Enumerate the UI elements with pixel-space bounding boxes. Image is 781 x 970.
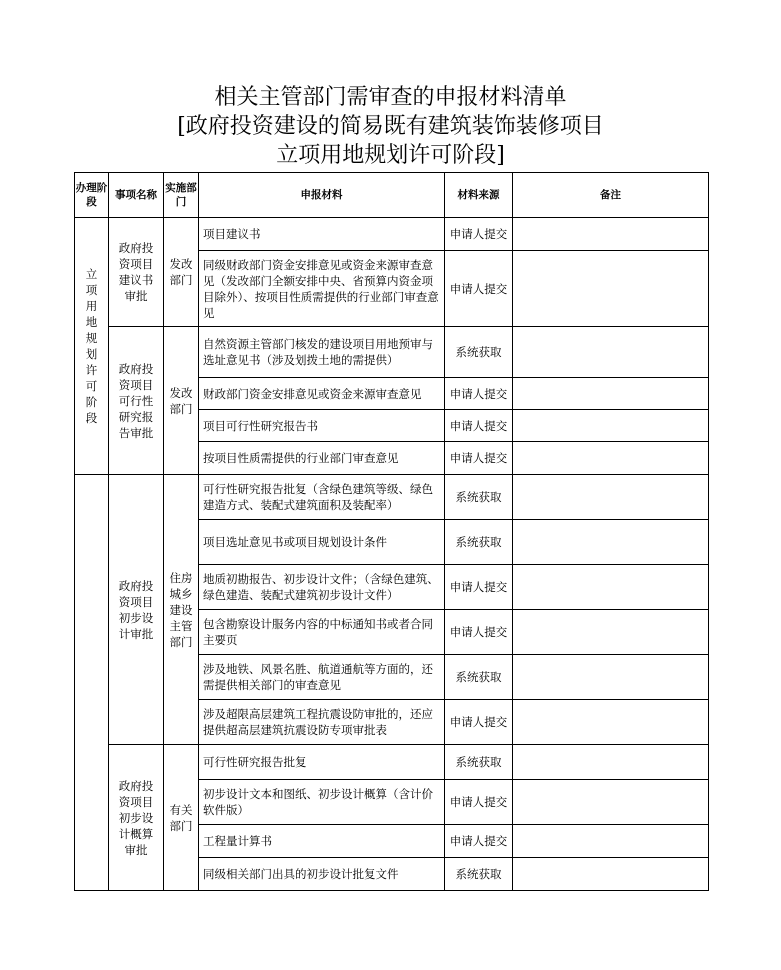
note-cell: [513, 700, 709, 745]
material-cell: 初步设计文本和图纸、初步设计概算（含计价软件版）: [199, 780, 445, 825]
source-cell: 申请人提交: [445, 410, 513, 442]
material-cell: 项目建议书: [199, 218, 445, 251]
dept-cell: 有关部门: [164, 745, 199, 891]
table-row: [75, 475, 709, 520]
source-cell: 系统获取: [445, 858, 513, 891]
header-stage: 办理阶段: [75, 173, 109, 218]
note-cell: [513, 378, 709, 410]
item-cell: 政府投资项目初步设计概算审批: [109, 745, 164, 891]
source-cell: 申请人提交: [445, 700, 513, 745]
source-cell: 系统获取: [445, 520, 513, 565]
note-cell: [513, 655, 709, 700]
note-cell: [513, 565, 709, 610]
source-cell: 系统获取: [445, 655, 513, 700]
note-cell: [513, 442, 709, 475]
note-cell: [513, 858, 709, 891]
source-cell: 申请人提交: [445, 218, 513, 251]
header-item: 事项名称: [109, 173, 164, 218]
header-dept: 实施部门: [164, 173, 199, 218]
material-cell: 同级相关部门出具的初步设计批复文件: [199, 858, 445, 891]
note-cell: [513, 475, 709, 520]
source-cell: 系统获取: [445, 327, 513, 378]
material-cell: 项目选址意见书或项目规划设计条件: [199, 520, 445, 565]
page-title-line-2: [政府投资建设的简易既有建筑装饰装修项目: [177, 114, 604, 139]
page-title-line-3: 立项用地规划许可阶段]: [276, 143, 505, 168]
stage-cell-empty: [75, 475, 109, 891]
header-note: 备注: [513, 173, 709, 218]
note-cell: [513, 410, 709, 442]
source-cell: 系统获取: [445, 745, 513, 780]
note-cell: [513, 218, 709, 251]
source-cell: 申请人提交: [445, 780, 513, 825]
dept-cell: 住房城乡建设主管部门: [164, 475, 199, 745]
material-cell: 地质初勘报告、初步设计文件；（含绿色建筑、绿色建造、装配式建筑初步设计文件）: [199, 565, 445, 610]
materials-table: [74, 172, 709, 891]
note-cell: [513, 780, 709, 825]
material-cell: 涉及地铁、风景名胜、航道通航等方面的，还需提供相关部门的审查意见: [199, 655, 445, 700]
source-cell: 申请人提交: [445, 442, 513, 475]
material-cell: 同级财政部门资金安排意见或资金来源审查意见（发改部门全额安排中央、省预算内资金项目除外）、按项目性质需提供的行业部门审查意见: [199, 251, 445, 327]
source-cell: 申请人提交: [445, 610, 513, 655]
source-cell: 申请人提交: [445, 565, 513, 610]
header-material: 申报材料: [199, 173, 445, 218]
material-cell: 项目可行性研究报告书: [199, 410, 445, 442]
note-cell: [513, 745, 709, 780]
table-row: [75, 218, 709, 251]
note-cell: [513, 610, 709, 655]
material-cell: 自然资源主管部门核发的建设项目用地预审与选址意见书（涉及划拨土地的需提供）: [199, 327, 445, 378]
note-cell: [513, 520, 709, 565]
header-source: 材料来源: [445, 173, 513, 218]
material-cell: 涉及超限高层建筑工程抗震设防审批的，还应提供超高层建筑抗震设防专项审批表: [199, 700, 445, 745]
dept-cell: 发改部门: [164, 327, 199, 475]
note-cell: [513, 251, 709, 327]
note-cell: [513, 825, 709, 858]
stage-cell: 立项用地规划许可阶段: [75, 218, 109, 475]
note-cell: [513, 327, 709, 378]
table-row: [75, 745, 709, 780]
material-cell: 工程量计算书: [199, 825, 445, 858]
page-title-line-1: 相关主管部门需审查的申报材料清单: [214, 85, 567, 110]
source-cell: 申请人提交: [445, 825, 513, 858]
table-header-row: [75, 173, 709, 218]
material-cell: 按项目性质需提供的行业部门审查意见: [199, 442, 445, 475]
source-cell: 申请人提交: [445, 378, 513, 410]
material-cell: 可行性研究报告批复（含绿色建筑等级、绿色建造方式、装配式建筑面积及装配率）: [199, 475, 445, 520]
material-cell: 财政部门资金安排意见或资金来源审查意见: [199, 378, 445, 410]
material-cell: 包含勘察设计服务内容的中标通知书或者合同主要页: [199, 610, 445, 655]
item-cell: 政府投资项目可行性研究报告审批: [109, 327, 164, 475]
source-cell: 系统获取: [445, 475, 513, 520]
table-row: [75, 327, 709, 378]
item-cell: 政府投资项目初步设计审批: [109, 475, 164, 745]
material-cell: 可行性研究报告批复: [199, 745, 445, 780]
item-cell: 政府投资项目建议书审批: [109, 218, 164, 327]
source-cell: 申请人提交: [445, 251, 513, 327]
dept-cell: 发改部门: [164, 218, 199, 327]
